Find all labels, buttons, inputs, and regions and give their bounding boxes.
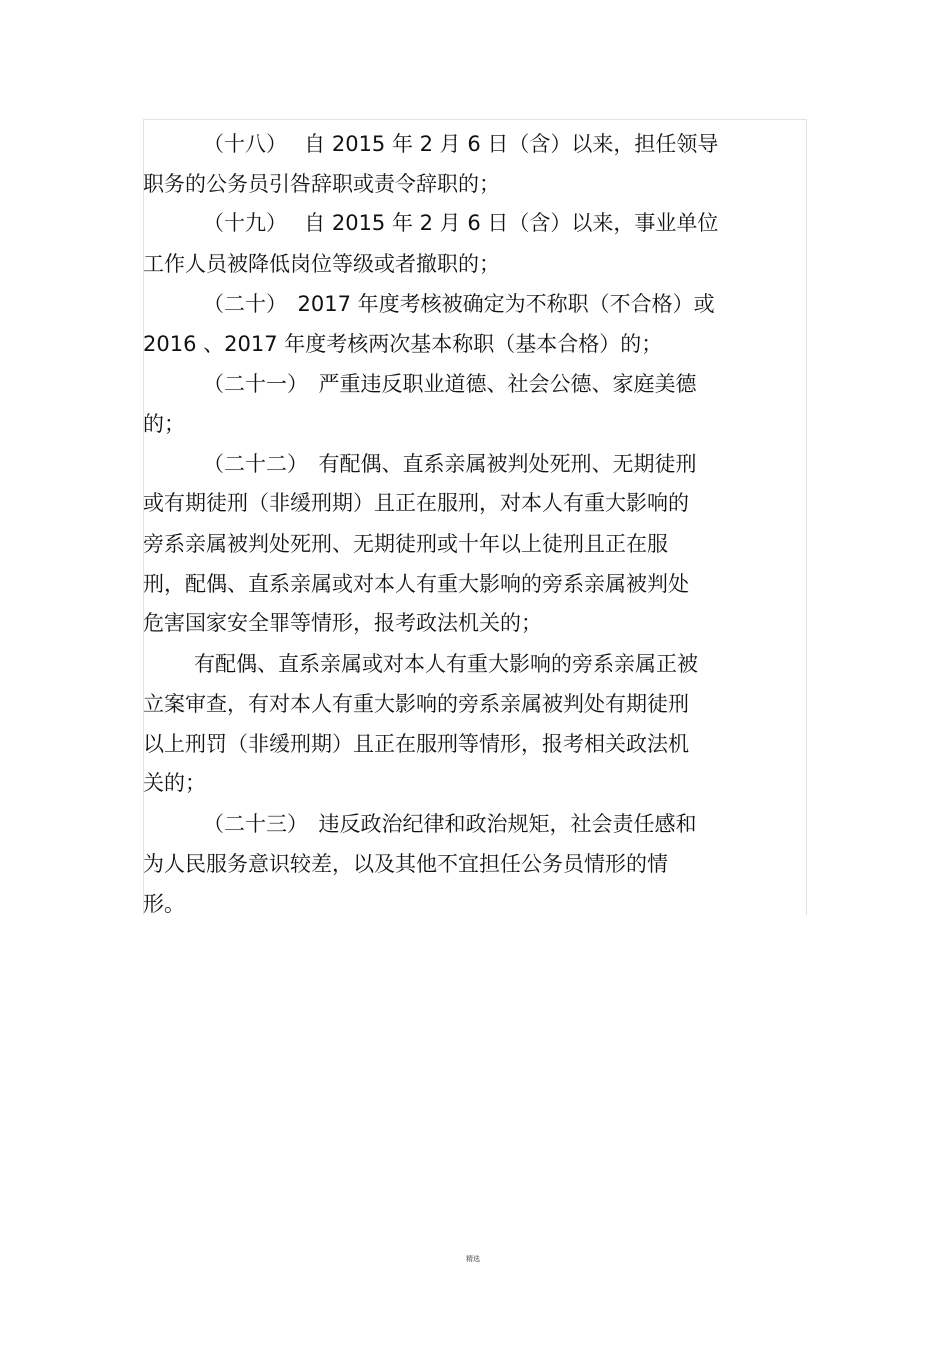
text-line: 以上刑罚（非缓刑期）且正在服刑等情形，报考相关政法机: [143, 732, 689, 756]
text-line: （二十三） 违反政治纪律和政治规矩，社会责任感和: [203, 812, 697, 836]
text-line: （二十） 2017 年度考核被确定为不称职（不合格）或: [203, 292, 715, 316]
text-line: 立案审查，有对本人有重大影响的旁系亲属被判处有期徒刑: [143, 692, 689, 716]
text-line: 职务的公务员引咎辞职或责令辞职的；: [143, 172, 500, 196]
text-line: 2016 、2017 年度考核两次基本称职（基本合格）的；: [143, 332, 663, 356]
text-line: （二十一） 严重违反职业道德、社会公德、家庭美德: [203, 372, 697, 396]
text-line: 形。: [143, 892, 185, 916]
text-line: 关的；: [143, 771, 206, 795]
text-line: 为人民服务意识较差，以及其他不宜担任公务员情形的情: [143, 852, 668, 876]
text-line: 危害国家安全罪等情形，报考政法机关的；: [143, 611, 542, 635]
text-line: （十八） 自 2015 年 2 月 6 日（含）以来，担任领导: [203, 132, 719, 156]
page-frame-right-border: [806, 119, 807, 915]
text-line: 有配偶、直系亲属或对本人有重大影响的旁系亲属正被: [194, 652, 698, 676]
text-line: （二十二） 有配偶、直系亲属被判处死刑、无期徒刑: [203, 452, 697, 476]
text-line: 的；: [143, 412, 185, 436]
text-line: （十九） 自 2015 年 2 月 6 日（含）以来，事业单位: [203, 211, 719, 235]
text-line: 旁系亲属被判处死刑、无期徒刑或十年以上徒刑且正在服: [143, 532, 668, 556]
page-frame-top-border: [143, 119, 807, 120]
text-line: 工作人员被降低岗位等级或者撤职的；: [143, 252, 500, 276]
text-line: 刑，配偶、直系亲属或对本人有重大影响的旁系亲属被判处: [143, 572, 689, 596]
text-line: 或有期徒刑（非缓刑期）且正在服刑，对本人有重大影响的: [143, 491, 689, 515]
page-footer: 精选: [466, 1255, 480, 1263]
